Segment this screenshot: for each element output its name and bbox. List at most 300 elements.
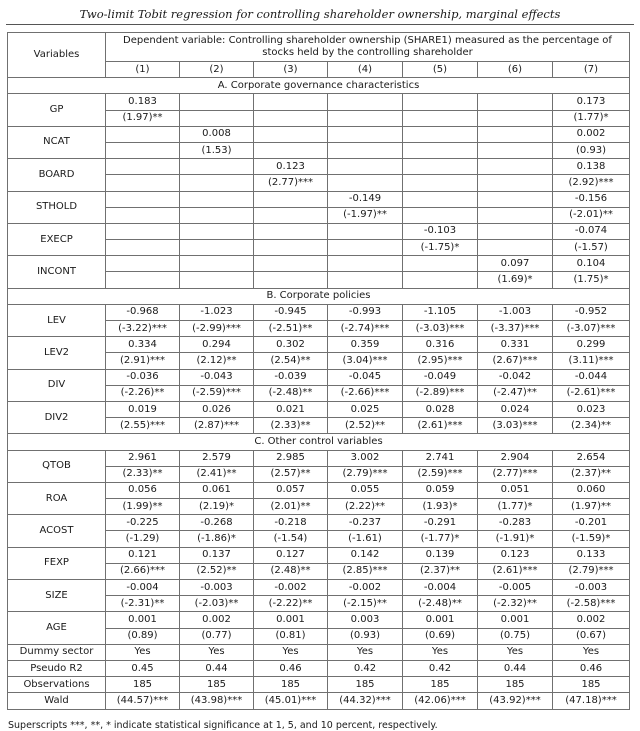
statistic-cell: (0.89) [106,628,180,644]
table-body [8,33,630,710]
summary-value: Yes [553,644,630,660]
regression-table [7,32,630,710]
variable-name: AGE [8,612,106,644]
header-row-dependent [8,33,630,62]
statistic-cell: (2.19)* [180,499,254,515]
statistic-cell: (2.01)** [254,499,328,515]
summary-row [8,660,630,676]
coefficient-cell [403,159,478,175]
coefficient-cell: -0.003 [180,580,254,596]
column-header: (2) [180,62,254,78]
coefficient-cell: 0.138 [553,159,630,175]
coefficient-cell [403,94,478,110]
summary-value: 0.46 [553,660,630,676]
summary-value: 185 [180,677,254,693]
coefficient-cell: -0.968 [106,304,180,320]
statistic-cell: (2.33)** [254,418,328,434]
variable-name: EXECP [8,223,106,255]
statistic-cell: (-2.74)*** [328,321,403,337]
coefficient-cell: -0.005 [478,580,553,596]
document-page [6,0,634,731]
variable-name: BOARD [8,159,106,191]
coefficient-cell [106,223,180,239]
coefficient-cell [328,126,403,142]
coefficient-cell: -0.993 [328,304,403,320]
coefficient-cell: 0.097 [478,256,553,272]
column-header: (4) [328,62,403,78]
statistic-cell: (1.93)* [403,499,478,515]
summary-value: 185 [478,677,553,693]
coefficient-cell: -0.049 [403,369,478,385]
coefficient-cell: -0.218 [254,515,328,531]
coefficient-cell: -0.074 [553,223,630,239]
statistic-cell: (-1.77)* [403,531,478,547]
variable-name: INCONT [8,256,106,288]
statistic-cell: (-2.58)*** [553,596,630,612]
summary-label: Observations [8,677,106,693]
summary-value: 185 [553,677,630,693]
coefficient-cell: -0.039 [254,369,328,385]
statistic-cell: (0.75) [478,628,553,644]
statistic-cell: (-2.48)** [254,385,328,401]
statistic-cell [328,142,403,158]
table-row [8,612,630,628]
statistic-cell [328,272,403,288]
summary-value: (44.32)*** [328,693,403,709]
coefficient-cell: 2.985 [254,450,328,466]
variable-name: DIV [8,369,106,401]
coefficient-cell: 0.021 [254,401,328,417]
statistic-cell: (2.87)*** [180,418,254,434]
variable-name: NCAT [8,126,106,158]
statistic-cell [106,175,180,191]
statistic-cell: (-1.29) [106,531,180,547]
statistic-cell [254,207,328,223]
coefficient-cell [254,191,328,207]
variable-name: LEV [8,304,106,336]
summary-value: Yes [328,644,403,660]
coefficient-cell: -0.291 [403,515,478,531]
summary-value: 185 [254,677,328,693]
summary-value: 185 [328,677,403,693]
coefficient-cell: 2.579 [180,450,254,466]
coefficient-cell: 0.061 [180,482,254,498]
statistic-cell: (-1.54) [254,531,328,547]
coefficient-cell: 0.023 [553,401,630,417]
summary-value: Yes [478,644,553,660]
statistic-cell: (-2.47)** [478,385,553,401]
coefficient-cell [106,191,180,207]
coefficient-cell [180,223,254,239]
coefficient-cell: 0.127 [254,547,328,563]
coefficient-cell [180,159,254,175]
coefficient-cell: -0.268 [180,515,254,531]
variable-name: ROA [8,482,106,514]
statistic-cell: (2.33)** [106,466,180,482]
statistic-cell [328,110,403,126]
statistic-cell [478,142,553,158]
coefficient-cell: 2.741 [403,450,478,466]
title-rule [6,24,634,25]
statistic-cell: (-1.75)* [403,240,478,256]
coefficient-cell: -0.201 [553,515,630,531]
coefficient-cell [254,94,328,110]
coefficient-cell: 0.059 [403,482,478,498]
coefficient-cell: -0.945 [254,304,328,320]
coefficient-cell: 0.001 [403,612,478,628]
statistic-cell: (-2.03)** [180,596,254,612]
coefficient-cell: -0.225 [106,515,180,531]
section-row [8,288,630,304]
coefficient-cell: 0.001 [254,612,328,628]
statistic-cell: (2.91)*** [106,353,180,369]
statistic-cell: (-2.31)** [106,596,180,612]
coefficient-cell: 0.133 [553,547,630,563]
coefficient-cell: 0.334 [106,337,180,353]
variable-name: SIZE [8,580,106,612]
statistic-cell: (-1.91)* [478,531,553,547]
section-row [8,434,630,450]
statistic-cell: (2.59)*** [403,466,478,482]
statistic-cell: (0.81) [254,628,328,644]
coefficient-cell: -0.045 [328,369,403,385]
dependent-variable-header: Dependent variable: Controlling shareholder ownership (SHARE1) measured as the percentage of stocks held by the controlling shareholder [106,33,630,62]
coefficient-cell: 0.183 [106,94,180,110]
summary-label: Wald [8,693,106,709]
table-row [8,304,630,320]
statistic-cell: (-2.66)*** [328,385,403,401]
coefficient-cell: 0.173 [553,94,630,110]
section-title: C. Other control variables [8,434,630,450]
statistic-cell: (2.52)** [328,418,403,434]
coefficient-cell: 2.654 [553,450,630,466]
column-header: (6) [478,62,553,78]
coefficient-cell: 0.003 [328,612,403,628]
coefficient-cell: 0.142 [328,547,403,563]
statistic-cell [254,240,328,256]
statistic-cell: (-1.86)* [180,531,254,547]
table-row [8,547,630,563]
statistic-cell: (2.12)** [180,353,254,369]
coefficient-cell: 0.123 [478,547,553,563]
statistic-cell: (1.97)** [553,499,630,515]
coefficient-cell: -0.952 [553,304,630,320]
statistic-cell [478,207,553,223]
summary-value: 0.42 [403,660,478,676]
coefficient-cell [478,191,553,207]
coefficient-cell: 0.294 [180,337,254,353]
variable-name: QTOB [8,450,106,482]
statistic-cell: (3.03)*** [478,418,553,434]
statistic-cell: (2.22)** [328,499,403,515]
statistic-cell: (-2.59)*** [180,385,254,401]
table-row [8,256,630,272]
summary-value: Yes [254,644,328,660]
coefficient-cell [478,159,553,175]
coefficient-cell: 0.024 [478,401,553,417]
coefficient-cell: -0.042 [478,369,553,385]
statistic-cell: (-2.26)** [106,385,180,401]
summary-value: Yes [106,644,180,660]
statistic-cell: (-2.89)*** [403,385,478,401]
coefficient-cell [328,94,403,110]
statistic-cell: (-2.48)** [403,596,478,612]
statistic-cell: (2.41)** [180,466,254,482]
statistic-cell [478,175,553,191]
coefficient-cell: -0.004 [106,580,180,596]
table-row [8,450,630,466]
coefficient-cell: 0.025 [328,401,403,417]
coefficient-cell: -1.003 [478,304,553,320]
table-row [8,223,630,239]
statistic-cell [106,207,180,223]
statistic-cell: (2.92)*** [553,175,630,191]
statistic-cell: (-1.59)* [553,531,630,547]
statistic-cell [478,110,553,126]
statistic-cell [328,175,403,191]
table-row [8,482,630,498]
statistic-cell [106,240,180,256]
statistic-cell: (-2.99)*** [180,321,254,337]
statistic-cell [180,272,254,288]
coefficient-cell [254,223,328,239]
coefficient-cell: 0.316 [403,337,478,353]
statistic-cell: (2.77)*** [254,175,328,191]
statistic-cell: (2.37)** [553,466,630,482]
coefficient-cell [478,223,553,239]
statistic-cell: (-3.22)*** [106,321,180,337]
coefficient-cell: -0.036 [106,369,180,385]
statistic-cell: (2.77)*** [478,466,553,482]
coefficient-cell: 0.055 [328,482,403,498]
summary-row [8,677,630,693]
section-title: B. Corporate policies [8,288,630,304]
summary-label: Dummy sector [8,644,106,660]
statistic-cell [478,240,553,256]
statistic-cell: (-2.01)** [553,207,630,223]
statistic-cell [328,240,403,256]
statistic-cell: (1.97)** [106,110,180,126]
statistic-cell: (3.11)*** [553,353,630,369]
table-row [8,126,630,142]
statistic-cell: (1.99)** [106,499,180,515]
statistic-cell [254,142,328,158]
coefficient-cell: -0.149 [328,191,403,207]
coefficient-cell: 0.359 [328,337,403,353]
coefficient-cell: -0.003 [553,580,630,596]
summary-value: 0.45 [106,660,180,676]
coefficient-cell: 0.026 [180,401,254,417]
summary-value: (43.98)*** [180,693,254,709]
coefficient-cell [254,256,328,272]
coefficient-cell: -1.105 [403,304,478,320]
statistic-cell: (-2.32)** [478,596,553,612]
statistic-cell: (0.93) [553,142,630,158]
coefficient-cell: -0.103 [403,223,478,239]
variables-header: Variables [8,33,106,78]
summary-value: Yes [403,644,478,660]
coefficient-cell: -0.002 [328,580,403,596]
table-row [8,191,630,207]
statistic-cell: (0.93) [328,628,403,644]
coefficient-cell [403,126,478,142]
coefficient-cell: 0.331 [478,337,553,353]
summary-value: 0.42 [328,660,403,676]
table-row [8,401,630,417]
statistic-cell [403,110,478,126]
statistic-cell: (2.66)*** [106,563,180,579]
coefficient-cell: -0.283 [478,515,553,531]
statistic-cell: (2.52)** [180,563,254,579]
column-header: (1) [106,62,180,78]
table-row [8,159,630,175]
coefficient-cell: 0.104 [553,256,630,272]
coefficient-cell: -0.156 [553,191,630,207]
statistic-cell: (-3.07)*** [553,321,630,337]
coefficient-cell: 0.056 [106,482,180,498]
variable-name: GP [8,94,106,126]
section-row [8,78,630,94]
statistic-cell [180,175,254,191]
summary-row [8,644,630,660]
coefficient-cell: 0.002 [553,126,630,142]
table-row [8,337,630,353]
statistic-cell: (2.61)*** [403,418,478,434]
statistic-cell: (2.48)** [254,563,328,579]
coefficient-cell: -1.023 [180,304,254,320]
coefficient-cell: -0.004 [403,580,478,596]
statistic-cell [106,142,180,158]
statistic-cell: (-2.61)*** [553,385,630,401]
statistic-cell: (-1.61) [328,531,403,547]
statistic-cell: (2.34)** [553,418,630,434]
statistic-cell: (1.77)* [478,499,553,515]
coefficient-cell [328,256,403,272]
summary-value: 0.44 [180,660,254,676]
statistic-cell: (-1.97)** [328,207,403,223]
statistic-cell: (2.79)*** [553,563,630,579]
coefficient-cell: 3.002 [328,450,403,466]
coefficient-cell: 2.904 [478,450,553,466]
summary-row [8,693,630,709]
statistic-cell: (1.53) [180,142,254,158]
summary-value: 0.44 [478,660,553,676]
summary-value: Yes [180,644,254,660]
summary-value: (42.06)*** [403,693,478,709]
coefficient-cell: 0.137 [180,547,254,563]
coefficient-cell [328,159,403,175]
coefficient-cell: 0.057 [254,482,328,498]
summary-value: (43.92)*** [478,693,553,709]
variable-name: FEXP [8,547,106,579]
statistic-cell: (0.67) [553,628,630,644]
table-row [8,515,630,531]
coefficient-cell [180,94,254,110]
statistic-cell [403,175,478,191]
table-row [8,580,630,596]
table-title: Two-limit Tobit regression for controlling shareholder ownership, marginal effects [79,7,561,21]
statistic-cell [254,110,328,126]
statistic-cell [180,110,254,126]
coefficient-cell: -0.002 [254,580,328,596]
coefficient-cell: -0.043 [180,369,254,385]
summary-value: (44.57)*** [106,693,180,709]
coefficient-cell: 0.002 [180,612,254,628]
coefficient-cell [478,94,553,110]
statistic-cell: (2.57)** [254,466,328,482]
coefficient-cell [254,126,328,142]
coefficient-cell [106,126,180,142]
variable-name: STHOLD [8,191,106,223]
statistic-cell: (2.85)*** [328,563,403,579]
coefficient-cell: 0.001 [478,612,553,628]
summary-value: 185 [106,677,180,693]
summary-value: (45.01)*** [254,693,328,709]
footnote: Superscripts ***, **, * indicate statistical significance at 1, 5, and 10 percent, respectively. [8,719,438,731]
coefficient-cell: 0.123 [254,159,328,175]
coefficient-cell: 0.299 [553,337,630,353]
section-title: A. Corporate governance characteristics [8,78,630,94]
statistic-cell [403,207,478,223]
coefficient-cell: 0.139 [403,547,478,563]
statistic-cell: (3.04)*** [328,353,403,369]
statistic-cell [180,207,254,223]
statistic-cell: (2.67)*** [478,353,553,369]
statistic-cell: (-2.22)** [254,596,328,612]
statistic-cell: (2.61)*** [478,563,553,579]
statistic-cell: (1.75)* [553,272,630,288]
coefficient-cell [478,126,553,142]
statistic-cell: (-2.51)** [254,321,328,337]
statistic-cell: (2.55)*** [106,418,180,434]
statistic-cell: (0.77) [180,628,254,644]
coefficient-cell: 0.019 [106,401,180,417]
coefficient-cell: 0.302 [254,337,328,353]
coefficient-cell [180,191,254,207]
coefficient-cell: 2.961 [106,450,180,466]
statistic-cell [403,142,478,158]
coefficient-cell: 0.028 [403,401,478,417]
statistic-cell [106,272,180,288]
statistic-cell: (-3.37)*** [478,321,553,337]
coefficient-cell: -0.044 [553,369,630,385]
summary-value: (47.18)*** [553,693,630,709]
statistic-cell: (2.95)*** [403,353,478,369]
table-row [8,369,630,385]
statistic-cell: (-1.57) [553,240,630,256]
coefficient-cell: 0.121 [106,547,180,563]
statistic-cell: (2.37)** [403,563,478,579]
statistic-cell: (-2.15)** [328,596,403,612]
coefficient-cell [106,159,180,175]
variable-name: DIV2 [8,401,106,433]
column-header: (5) [403,62,478,78]
statistic-cell [403,272,478,288]
coefficient-cell: 0.008 [180,126,254,142]
table-row [8,94,630,110]
column-header: (7) [553,62,630,78]
coefficient-cell [403,256,478,272]
statistic-cell [180,240,254,256]
variable-name: LEV2 [8,337,106,369]
variable-name: ACOST [8,515,106,547]
coefficient-cell [328,223,403,239]
statistic-cell [254,272,328,288]
statistic-cell: (1.77)* [553,110,630,126]
statistic-cell: (0.69) [403,628,478,644]
column-header: (3) [254,62,328,78]
coefficient-cell [106,256,180,272]
